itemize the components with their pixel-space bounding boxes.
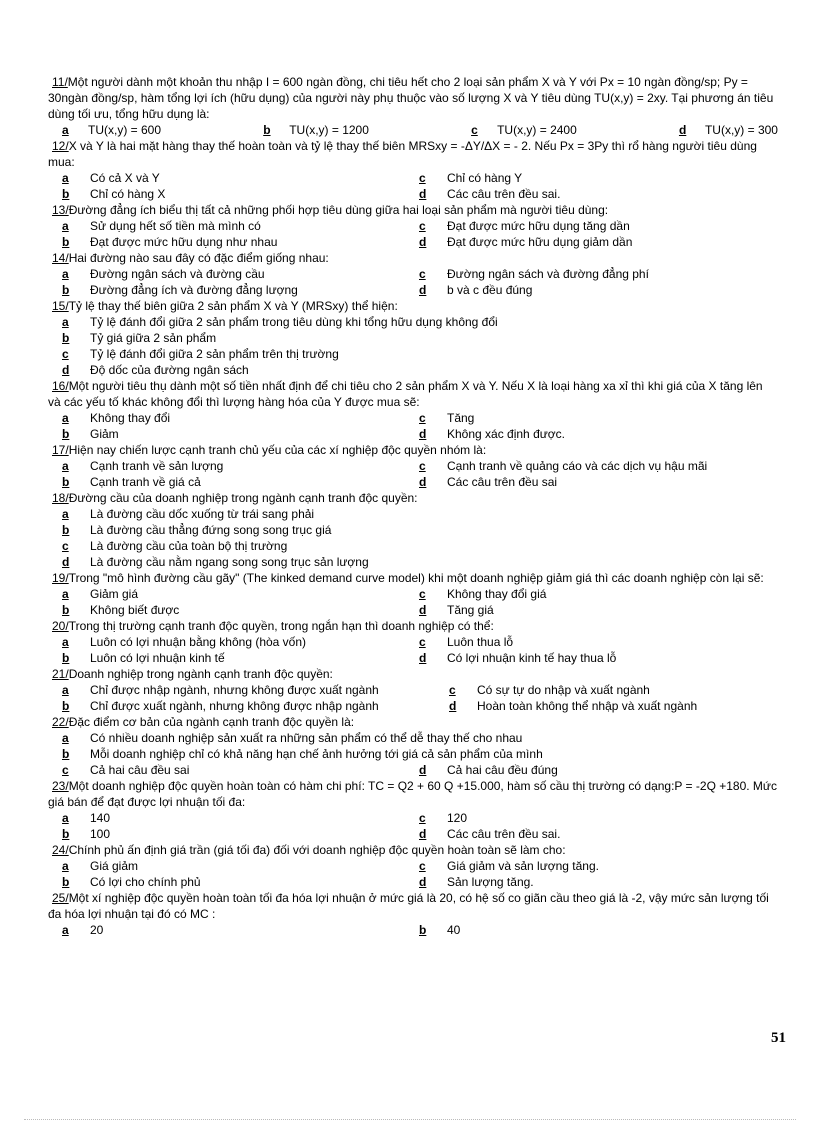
option-15d: d Độ dốc của đường ngân sách (62, 363, 249, 377)
option-15c: c Tỷ lệ đánh đổi giữa 2 sản phẩm trên thị trường (62, 347, 339, 361)
question-19: 19/Trong "mô hình đường cầu gãy" (The kinked demand curve model) khi một doanh nghiệp giảm giá thì các doanh nghiệp còn lại sẽ: (52, 571, 764, 585)
options-20a: a Luôn có lợi nhuận bằng không (hòa vốn) c Luôn thua lỗ (62, 635, 514, 649)
question-list (48, 74, 778, 938)
question-18: 18/Đường cầu của doanh nghiệp trong ngành cạnh tranh độc quyền: (52, 491, 418, 505)
question-15: 15/Tỷ lệ thay thế biên giữa 2 sản phẩm X và Y (MRSxy) thể hiện: (52, 299, 398, 313)
question-17: 17/Hiện nay chiến lược cạnh tranh chủ yếu của các xí nghiệp độc quyền nhóm là: (52, 443, 487, 457)
options-14b: b Đường đẳng ích và đường đẳng lượng d b và c đều đúng (62, 283, 533, 297)
options-17b: b Cạnh tranh về giá cả d Các câu trên đều sai (62, 475, 558, 489)
options-17a: a Cạnh tranh về sản lượng c Cạnh tranh về quảng cáo và các dịch vụ hậu mãi (62, 459, 708, 473)
question-12: 12/X và Y là hai mặt hàng thay thế hoàn toàn và tỷ lệ thay thế biên MRSxy = -ΔY/ΔX = - 2. Nếu Px = 3Py thì rổ hàng người tiêu dùng mua: (48, 139, 757, 169)
options-24a: a Giá giảm c Giá giảm và sản lượng tăng. (62, 859, 599, 873)
options-13a: a Sử dụng hết số tiền mà mình có c Đạt được mức hữu dụng tăng dần (62, 219, 630, 233)
page-bottom-divider (24, 1119, 796, 1120)
question-22: 22/Đặc điểm cơ bản của ngành cạnh tranh độc quyền là: (52, 715, 355, 729)
options-21b: b Chỉ được xuất ngành, nhưng không được nhập ngành d Hoàn toàn không thể nhập và xuất ngành (62, 699, 698, 713)
options-19a: a Giảm giá c Không thay đổi giá (62, 587, 547, 601)
options-14a: a Đường ngân sách và đường cầu c Đường ngân sách và đường đẳng phí (62, 267, 649, 281)
options-16b: b Giảm d Không xác định được. (62, 427, 565, 441)
option-22b: b Mỗi doanh nghiệp chỉ có khả năng hạn chế ảnh hưởng tới giá cả sản phẩm của mình (62, 747, 543, 761)
option-18d: d Là đường cầu nằm ngang song song trục sản lượng (62, 555, 369, 569)
options-25: a 20 b 40 (62, 923, 461, 937)
question-24: 24/Chính phủ ấn định giá trần (giá tối đa) đối với doanh nghiệp độc quyền hoàn toàn sẽ làm cho: (52, 843, 566, 857)
option-18a: a Là đường cầu dốc xuống từ trái sang phải (62, 507, 315, 521)
question-25: 25/Một xí nghiệp độc quyền hoàn toàn tối đa hóa lợi nhuận ở mức giá là 20, có hệ số co giãn cầu theo giá là -2, vậy mức sản lượng tối đa hóa lợi nhuận tại đó có MC : (48, 891, 769, 921)
options-13b: b Đạt được mức hữu dụng như nhau d Đạt được mức hữu dụng giảm dần (62, 235, 633, 249)
options-21a: a Chỉ được nhập ngành, nhưng không được xuất ngành c Có sự tự do nhập và xuất ngành (62, 683, 650, 697)
question-21: 21/Doanh nghiệp trong ngành cạnh tranh độc quyền: (52, 667, 333, 681)
options-23a: a 140 c 120 (62, 811, 468, 825)
options-20b: b Luôn có lợi nhuận kinh tế d Có lợi nhuận kinh tế hay thua lỗ (62, 651, 617, 665)
options-12a: a Có cả X và Y c Chỉ có hàng Y (62, 171, 523, 185)
option-15a: a Tỷ lệ đánh đổi giữa 2 sản phẩm trong tiêu dùng khi tổng hữu dụng không đổi (62, 315, 498, 329)
options-24b: b Có lợi cho chính phủ d Sản lượng tăng. (62, 875, 534, 889)
options-12b: b Chỉ có hàng X d Các câu trên đều sai. (62, 187, 561, 201)
options-22cd: c Cả hai câu đều sai d Cả hai câu đều đúng (62, 763, 558, 777)
question-23: 23/Một doanh nghiệp độc quyền hoàn toàn có hàm chi phí: TC = Q2 + 60 Q +15.000, hàm số cầu thị trường có dạng:P = -2Q +180. Mức giá bán để đạt được lợi nhuận tối đa: (48, 779, 777, 809)
options-23b: b 100 d Các câu trên đều sai. (62, 827, 561, 841)
option-22a: a Có nhiều doanh nghiệp sản xuất ra những sản phẩm có thể dễ thay thế cho nhau (62, 731, 523, 745)
question-14: 14/Hai đường nào sau đây có đặc điểm giống nhau: (52, 251, 329, 265)
option-15b: b Tỷ giá giữa 2 sản phẩm (62, 331, 217, 345)
option-18b: b Là đường cầu thẳng đứng song song trục giá (62, 523, 332, 537)
options-19b: b Không biết được d Tăng giá (62, 603, 494, 617)
option-18c: c Là đường cầu của toàn bộ thị trường (62, 539, 288, 553)
question-13: 13/Đường đẳng ích biểu thị tất cả những phối hợp tiêu dùng giữa hai loại sản phẩm mà người tiêu dùng: (52, 203, 609, 217)
question-11: 11/Một người dành một khoản thu nhập I = 600 ngàn đồng, chi tiêu hết cho 2 loại sản phẩm X và Y với Px = 10 ngàn đồng/sp; Py = 30ngàn đồng/sp, hàm tổng lợi ích (hữu dụng) của người này phụ thuộc vào số lượng X và Y tiêu dùng TU(x,y) = 2xy. Tại phương án tiêu dùng tối ưu, tổng hữu dụng là: (48, 75, 774, 121)
question-16: 16/Một người tiêu thụ dành một số tiền nhất định để chi tiêu cho 2 sản phẩm X và Y. Nếu X là loại hàng xa xỉ thì khi giá của X tăng lên và các yếu tố khác không đổi thì lượng hàng hóa của Y được mua sẽ: (48, 379, 763, 409)
options-16a: a Không thay đổi c Tăng (62, 411, 475, 425)
question-20: 20/Trong thị trường cạnh tranh độc quyền, trong ngắn hạn thì doanh nghiệp có thể: (52, 619, 494, 633)
options-11: a TU(x,y) = 600 b TU(x,y) = 1200 c TU(x,y) = 2400 d TU(x,y) = 300 (62, 123, 778, 137)
page-number: 51 (771, 1030, 786, 1046)
